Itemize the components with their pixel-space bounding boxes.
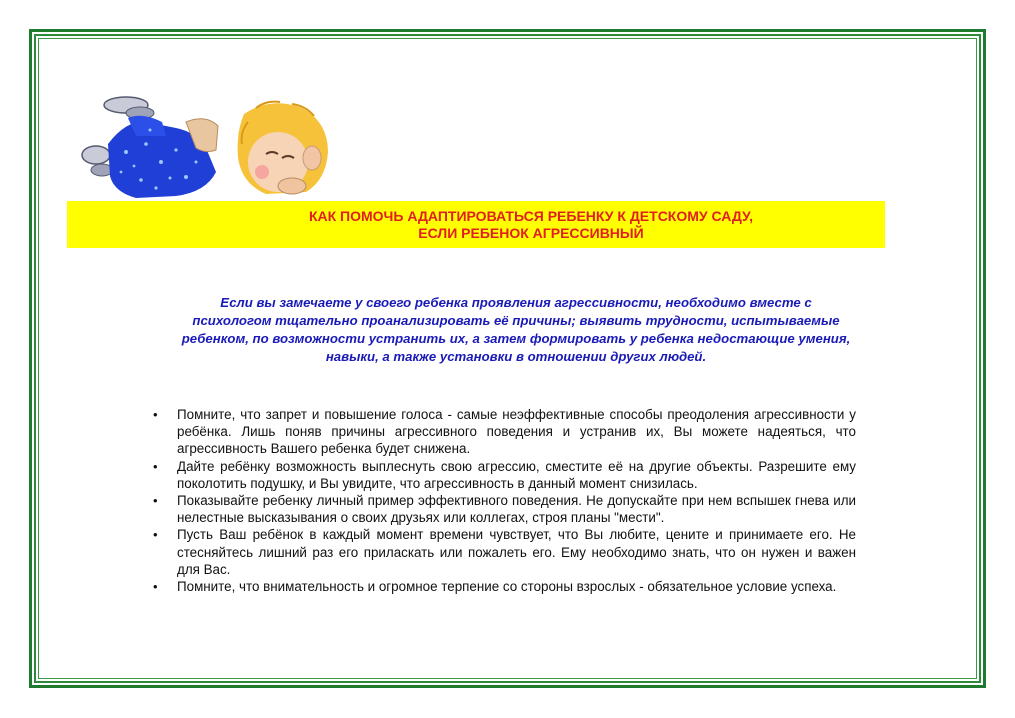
title-banner <box>67 201 885 248</box>
list-item <box>150 458 856 492</box>
title-line-2: ЕСЛИ РЕБЕНОК АГРЕССИВНЫЙ <box>418 224 644 241</box>
bullet-icon: • <box>153 458 158 474</box>
list-item <box>150 526 856 578</box>
tip-text: Помните, что внимательность и огромное терпение со стороны взрослых - обязательное условие успеха. <box>177 579 837 595</box>
bullet-icon: • <box>153 579 158 595</box>
intro-paragraph: Если вы замечаете у своего ребенка проявления агрессивности, необходимо вместе с психологом тщательно проанализировать её причины; выявить трудности, испытываемые ребенком, по возможности устранить их, а затем формировать у ребенка недостающие умения, навыки, а также установки в отношении других людей. <box>181 295 851 364</box>
bullet-icon: • <box>153 527 158 543</box>
child-lying-illustration <box>66 92 336 204</box>
list-item <box>150 492 856 526</box>
title-line-1: КАК ПОМОЧЬ АДАПТИРОВАТЬСЯ РЕБЕНКУ К ДЕТСКОМУ САДУ, <box>308 207 754 224</box>
tip-text: Помните, что запрет и повышение голоса - самые неэффективные способы преодоления агрессивности у ребёнка. Лишь поняв причины агрессивного поведения и устранив их, Вы можете надеяться, что агрессивность Вашего ребенка будет снижена. <box>177 407 856 457</box>
list-item <box>150 406 856 458</box>
bullet-icon: • <box>153 493 158 509</box>
tips-list <box>150 406 856 595</box>
list-item <box>150 578 856 595</box>
tip-text: Пусть Ваш ребёнок в каждый момент времени чувствует, что Вы любите, цените и принимаете его. Не стесняйтесь лишний раз его приласкать или пожалеть его. Ему необходимо знать, что он нужен и важен для Вас. <box>177 527 856 577</box>
bullet-icon: • <box>153 407 158 422</box>
tip-text: Показывайте ребенку личный пример эффективного поведения. Не допускайте при нем вспышек гнева или нелестные высказывания о своих друзьях или коллегах, строя планы "мести". <box>177 493 856 526</box>
tip-text: Дайте ребёнку возможность выплеснуть свою агрессию, сместите её на другие объекты. Разрешите ему поколотить подушку, и Вы увидите, что агрессивность в данный момент снизилась. <box>177 458 856 491</box>
